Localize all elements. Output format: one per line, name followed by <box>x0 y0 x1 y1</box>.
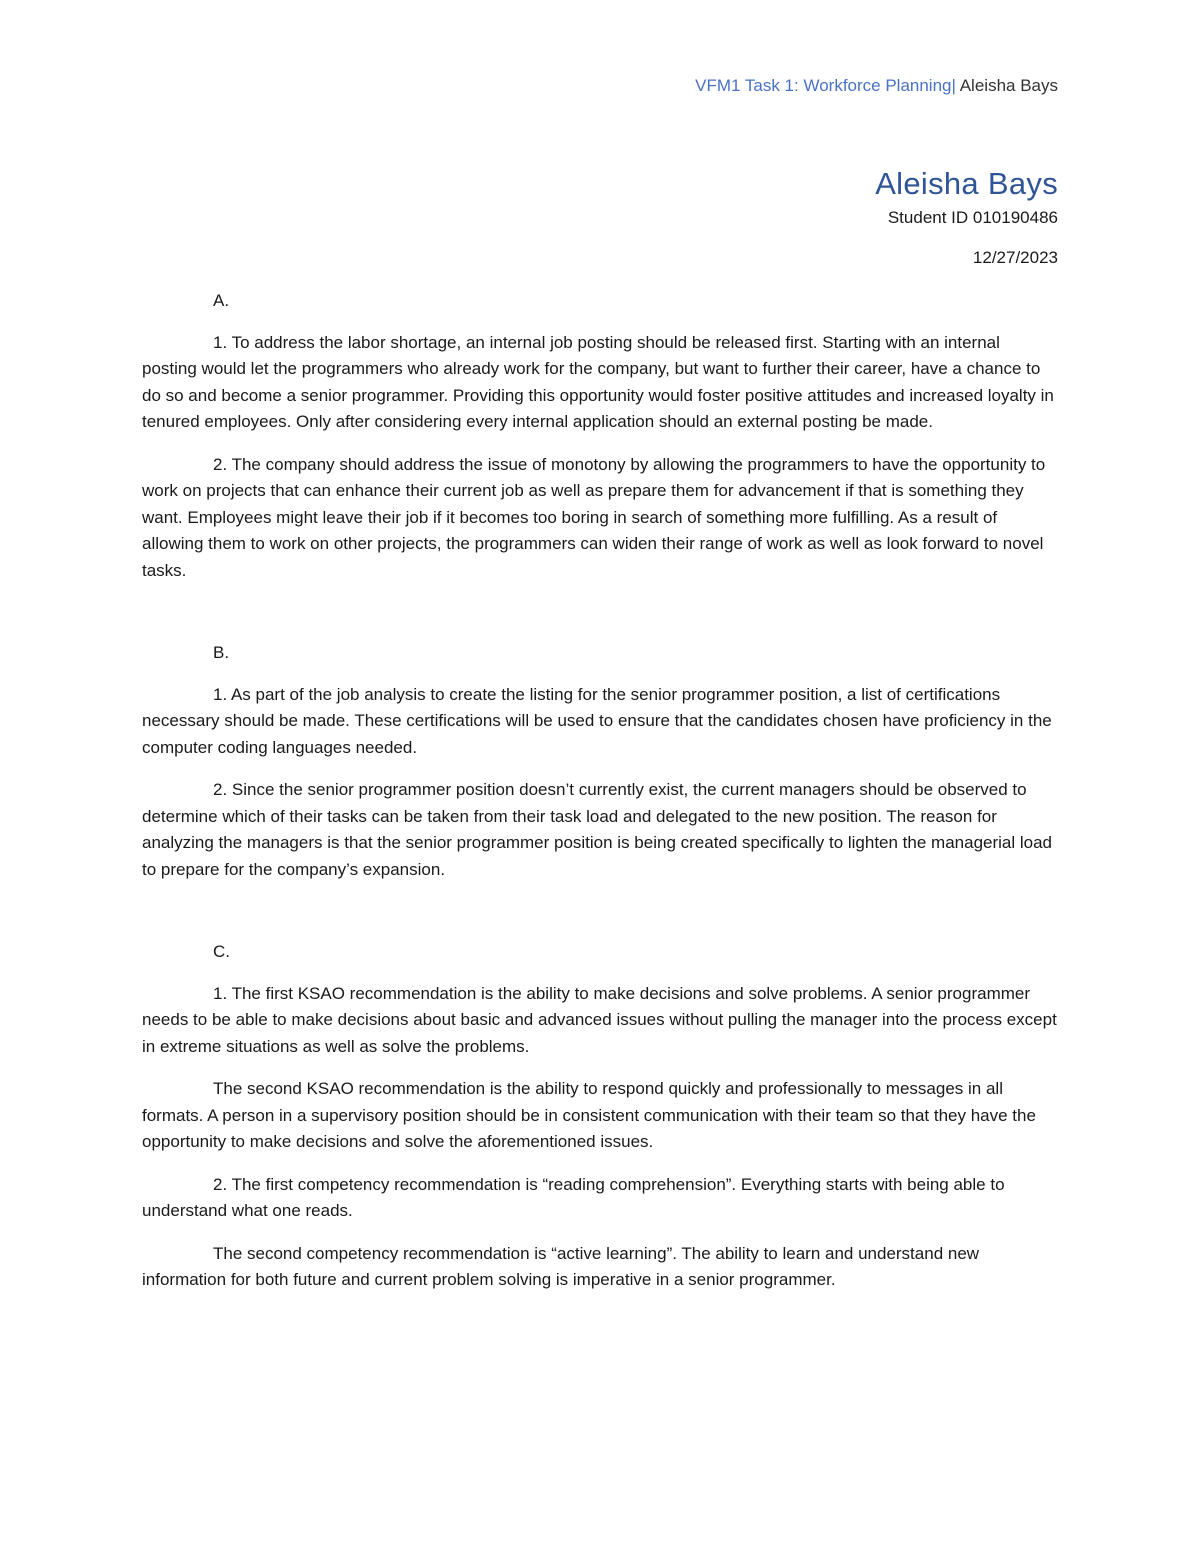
section-c-paragraph-4: The second competency recommendation is “active learning”. The ability to learn and understand new information for both future and current problem solving is imperative in a senior programmer. <box>142 1243 980 1289</box>
header-title: VFM1 Task 1: Workforce Planning <box>695 76 952 95</box>
header-author: Aleisha Bays <box>959 76 1058 95</box>
section-c-paragraph-2: The second KSAO recommendation is the ability to respond quickly and professionally to messages in all formats. A person in a supervisory position should be in consistent communication with their team so that they have the opportunity to make decisions and solve the aforementioned issues. <box>142 1079 1036 1151</box>
document-date: 12/27/2023 <box>972 248 1058 267</box>
section-c-paragraph-1: 1. The first KSAO recommendation is the ability to make decisions and solve problems. A senior programmer needs to be able to make decisions about basic and advanced issues without pulling the manager into the process except in extreme situations as well as solve the problems. <box>142 983 1057 1056</box>
section-c-heading: C. <box>213 942 230 961</box>
author-name: Aleisha Bays <box>875 166 1058 201</box>
section-a-heading: A. <box>213 291 230 310</box>
section-b-heading: B. <box>213 643 230 662</box>
section-b-paragraph-2: 2. Since the senior programmer position doesn’t currently exist, the current managers should be observed to determine which of their tasks can be taken from their task load and delegated to the new position. The reason for analyzing the managers is that the senior programmer position is being created specifically to lighten the managerial load to prepare for the company’s expansion. <box>142 780 1053 879</box>
author-block <box>875 164 1058 270</box>
student-id: Student ID 010190486 <box>887 208 1058 227</box>
header-separator: | <box>951 76 956 95</box>
section-a-paragraph-1: 1. To address the labor shortage, an internal job posting should be released first. Starting with an internal posting would let the programmers who already work for the company, but want to further their career, have a chance to do so and become a senior programmer. Providing this opportunity would foster positive attitudes and increased loyalty in tenured employees. Only after considering every internal application should an external posting be made. <box>142 332 1054 431</box>
section-c-paragraph-3: 2. The first competency recommendation is “reading comprehension”. Everything starts with being able to understand what one reads. <box>142 1174 1005 1220</box>
section-a-paragraph-2: 2. The company should address the issue of monotony by allowing the programmers to have the opportunity to work on projects that can enhance their current job as well as prepare them for advancement if that is something they want. Employees might leave their job if it becomes too boring in search of something more fulfilling. As a result of allowing them to work on other projects, the programmers can widen their range of work as well as look forward to novel tasks. <box>142 454 1046 580</box>
document-body <box>142 288 1058 1294</box>
running-header <box>695 74 1058 98</box>
section-b-paragraph-1: 1. As part of the job analysis to create the listing for the senior programmer position, a list of certifications necessary should be made. These certifications will be used to ensure that the candidates chosen have proficiency in the computer coding languages needed. <box>142 684 1052 757</box>
